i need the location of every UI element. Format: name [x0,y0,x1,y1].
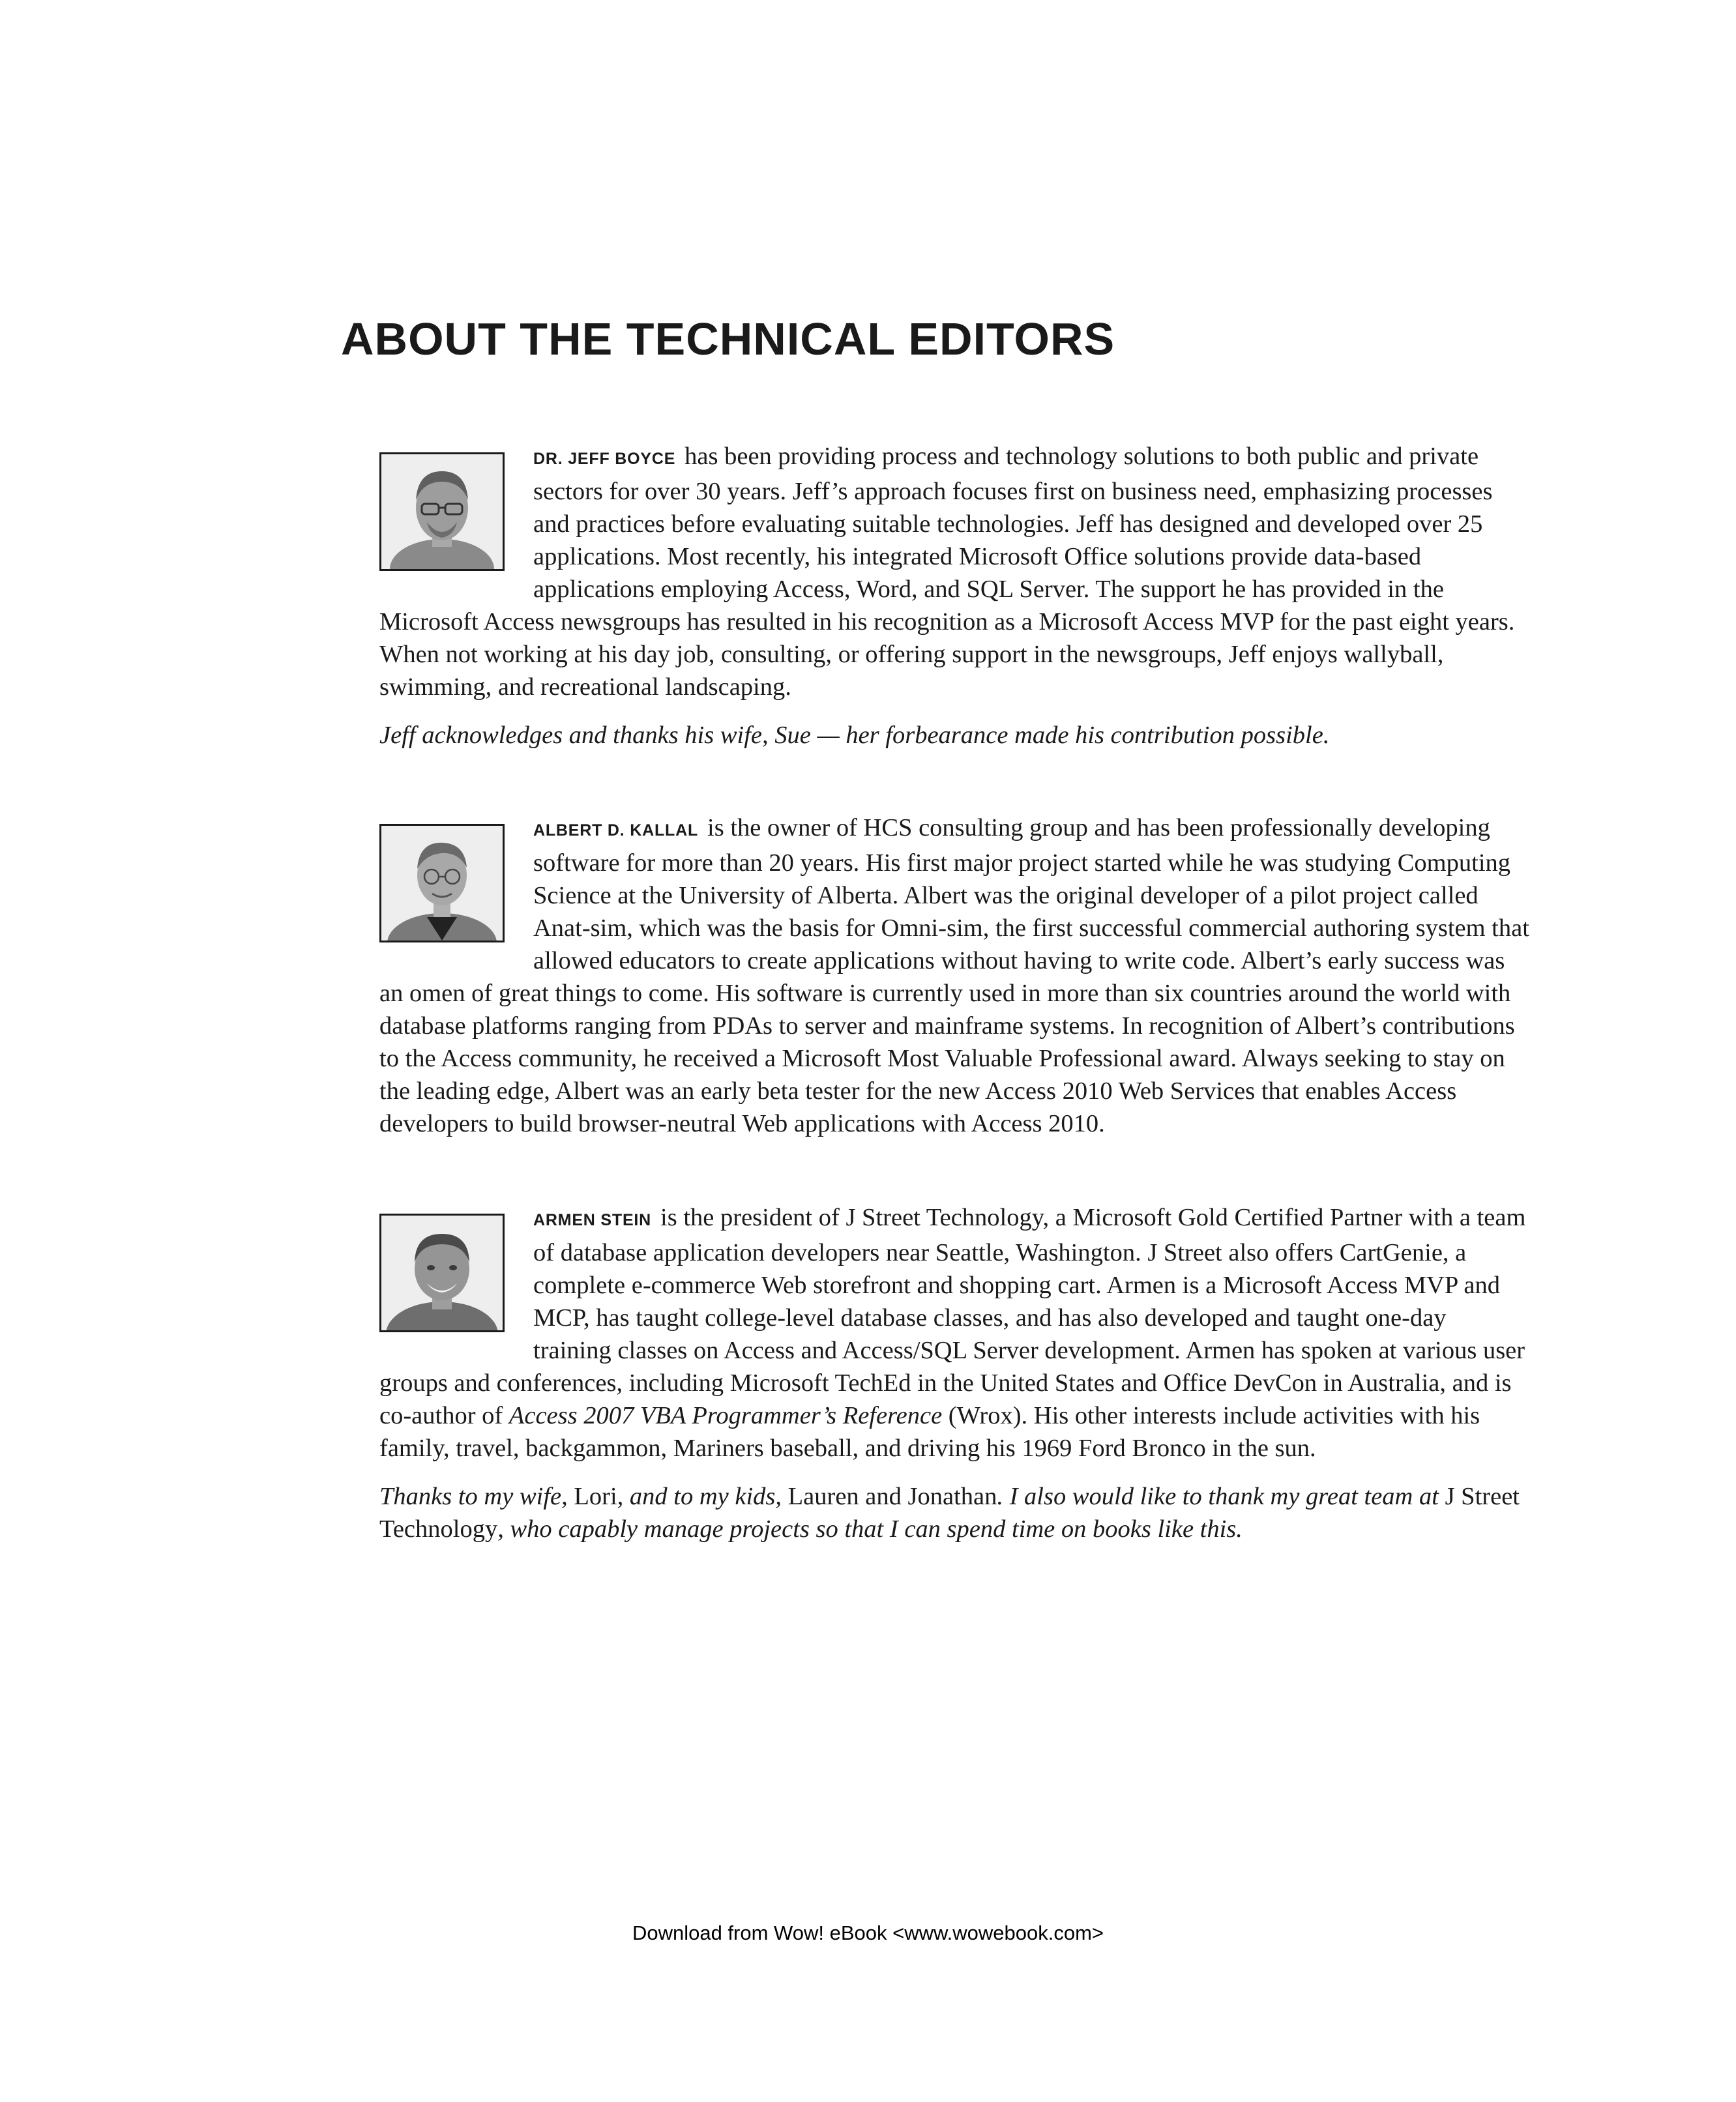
editor-bio-text: is the owner of HCS consulting group and has been professionally developing software for more than 20 years. His first major project started while he was studying Computing Science at the University of Alberta. Albert was the original developer of a pilot project called Anat-sim, which was the basis for Omni-sim, the first successful commercial authoring system that allowed educators to create applications without having to write code. Albert’s early success was an omen of great things to come. His software is currently used in more than six countries around the world with database platforms ranging from PDAs to server and mainframe systems. In recognition of Albert’s contributions to the Access community, he received a Microsoft Most Valuable Professional award. Always seeking to stay on the leading edge, Albert was an early beta tester for the new Access 2010 Web Services that enables Access developers to build browser-neutral Web applications with Access 2010. [379,814,1529,1137]
book-title: Access 2007 VBA Programmer’s Reference [508,1402,943,1429]
editor-description [379,1201,1530,1465]
note-company: J Street Technology [379,1483,1520,1543]
note-name-kids: Lauren and Jonathan [787,1483,997,1510]
editor-description [379,811,1530,1140]
acknowledgment-note [379,1480,1530,1545]
editor-bio-armen-stein [379,1201,1530,1545]
editor-name: DR. JEFF BOYCE [533,450,676,468]
editor-photo [379,452,505,571]
portrait-icon [381,1216,503,1330]
note-text: , and to my kids, [617,1483,782,1510]
editor-bio-text-continued: (Wrox). His other interests include activities with his family, travel, backgammon, Mariners baseball, and driving his 1969 Ford Bronco in the sun. [379,1402,1480,1462]
note-text: Thanks to my wife, [379,1483,568,1510]
editor-bio-text: is the president of J Street Technology, a Microsoft Gold Certified Partner with a team of database application developers near Seattle, Washington. J Street also offers CartGenie, a complete e-commerce Web storefront and shopping cart. Armen is a Microsoft Access MVP and MCP, has taught college-level database classes, and has also developed and taught one-day training classes on Access and Access/SQL Server development. Armen has spoken at various user groups and conferences, including Microsoft TechEd in the United States and Office DevCon in Australia, and is co-author of [379,1204,1526,1429]
editor-bio-text: has been providing process and technology solutions to both public and private sectors for over 30 years. Jeff’s approach focuses first on business need, emphasizing processes and practices before evaluating suitable technologies. Jeff has designed and developed over 25 applications. Most recently, his integrated Microsoft Office solutions provide data-based applications employing Access, Word, and SQL Server. The support he has provided in the Microsoft Access newsgroups has resulted in his recognition as a Microsoft Access MVP for the past eight years. When not working at his day job, consulting, or offering support in the newsgroups, Jeff enjoys wallyball, swimming, and recreational landscaping. [379,443,1515,701]
editor-description [379,440,1530,703]
portrait-icon [381,454,503,569]
editor-bio-albert-kallal [379,811,1530,1140]
page-title: ABOUT THE TECHNICAL EDITORS [341,314,1115,364]
editor-name: ALBERT D. KALLAL [533,821,699,839]
note-text: . I also would like to thank my great team at [997,1483,1439,1510]
download-footer: Download from Wow! eBook <www.wowebook.com> [632,1921,1104,1944]
acknowledgment-note: Jeff acknowledges and thanks his wife, Sue — her forbearance made his contribution possible. [379,722,1330,749]
editor-bio-jeff-boyce [379,440,1530,752]
note-name-wife: Lori [574,1483,617,1510]
note-text: , who capably manage projects so that I can spend time on books like this. [497,1515,1243,1543]
portrait-icon [381,826,503,941]
editor-photo [379,1214,505,1332]
editor-photo [379,824,505,942]
editor-name: ARMEN STEIN [533,1211,652,1229]
